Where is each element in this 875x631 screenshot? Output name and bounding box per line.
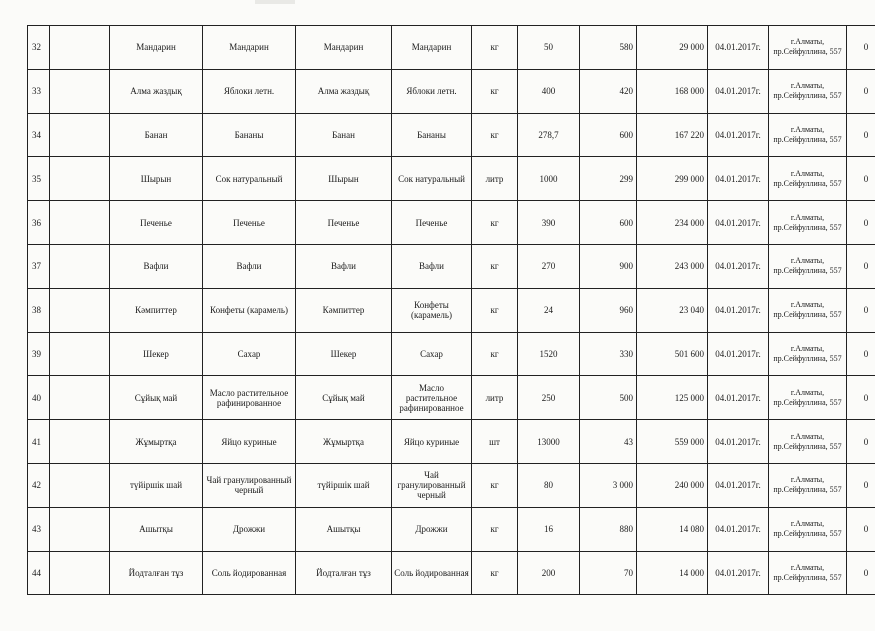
unit-cell: кг [472,288,518,332]
sum-cell: 559 000 [637,420,708,464]
address-cell [769,244,847,288]
sum-cell: 234 000 [637,201,708,245]
date-cell: 04.01.2017г. [708,288,769,332]
zero-cell: 0 [847,26,875,70]
zero-cell: 0 [847,113,875,157]
date-cell: 04.01.2017г. [708,376,769,420]
empty-cell [50,288,110,332]
address-city: г.Алматы, [790,168,825,178]
table-row [28,332,875,376]
name-kz-2-cell: Шырын [296,157,392,201]
address-street: пр.Сейфуллина, 557 [773,91,842,101]
name-ru-2-cell: Дрожжи [392,507,472,551]
name-kz-2-cell: Сұйық май [296,376,392,420]
price-cell: 43 [580,420,637,464]
unit-cell: кг [472,244,518,288]
row-number-cell: 32 [28,26,50,70]
table-body [28,26,875,595]
table-row [28,244,875,288]
name-kz-2-cell: Вафли [296,244,392,288]
name-kz-2-cell: Шекер [296,332,392,376]
address-street: пр.Сейфуллина, 557 [773,47,842,57]
address-city: г.Алматы, [790,124,825,134]
date-cell: 04.01.2017г. [708,244,769,288]
name-kz-cell: Кәмпиттер [110,288,203,332]
zero-cell: 0 [847,376,875,420]
price-cell: 960 [580,288,637,332]
name-ru-cell: Вафли [203,244,296,288]
row-number-cell: 34 [28,113,50,157]
quantity-cell: 278,7 [518,113,580,157]
name-kz-2-cell: Алма жаздық [296,69,392,113]
sum-cell: 299 000 [637,157,708,201]
address-cell [769,113,847,157]
name-ru-2-cell: Масло растительное рафинированное [392,376,472,420]
table-row [28,69,875,113]
name-ru-cell: Сок натуральный [203,157,296,201]
name-ru-cell: Соль йодированная [203,551,296,595]
empty-cell [50,332,110,376]
sum-cell: 14 080 [637,507,708,551]
quantity-cell: 80 [518,463,580,507]
sum-cell: 168 000 [637,69,708,113]
row-number-cell: 40 [28,376,50,420]
address-street: пр.Сейфуллина, 557 [773,222,842,232]
quantity-cell: 1000 [518,157,580,201]
name-ru-2-cell: Яйцо куриные [392,420,472,464]
date-cell: 04.01.2017г. [708,113,769,157]
name-kz-cell: Йодталған тұз [110,551,203,595]
name-ru-cell: Чай гранулированный черный [203,463,296,507]
table-row [28,288,875,332]
zero-cell: 0 [847,463,875,507]
name-ru-cell: Яйцо куриные [203,420,296,464]
zero-cell: 0 [847,69,875,113]
price-cell: 330 [580,332,637,376]
quantity-cell: 24 [518,288,580,332]
empty-cell [50,376,110,420]
unit-cell: кг [472,551,518,595]
table-row [28,420,875,464]
name-kz-2-cell: Кәмпиттер [296,288,392,332]
address-cell [769,420,847,464]
address-street: пр.Сейфуллина, 557 [773,397,842,407]
price-cell: 3 000 [580,463,637,507]
date-cell: 04.01.2017г. [708,26,769,70]
sum-cell: 243 000 [637,244,708,288]
scan-mark [255,0,295,4]
name-ru-cell: Мандарин [203,26,296,70]
address-city: г.Алматы, [790,212,825,222]
date-cell: 04.01.2017г. [708,463,769,507]
name-ru-2-cell: Печенье [392,201,472,245]
address-cell [769,332,847,376]
table-row [28,463,875,507]
empty-cell [50,551,110,595]
quantity-cell: 390 [518,201,580,245]
name-ru-2-cell: Вафли [392,244,472,288]
empty-cell [50,113,110,157]
name-kz-2-cell: түйіршік шай [296,463,392,507]
table-row [28,201,875,245]
name-ru-2-cell: Яблоки летн. [392,69,472,113]
row-number-cell: 35 [28,157,50,201]
name-ru-cell: Бананы [203,113,296,157]
row-number-cell: 43 [28,507,50,551]
name-ru-2-cell: Сок натуральный [392,157,472,201]
address-street: пр.Сейфуллина, 557 [773,134,842,144]
address-city: г.Алматы, [790,562,825,572]
name-kz-cell: түйіршік шай [110,463,203,507]
address-city: г.Алматы, [790,37,825,47]
empty-cell [50,69,110,113]
name-ru-cell: Сахар [203,332,296,376]
row-number-cell: 38 [28,288,50,332]
name-ru-cell: Печенье [203,201,296,245]
name-ru-2-cell: Сахар [392,332,472,376]
unit-cell: кг [472,332,518,376]
name-kz-2-cell: Мандарин [296,26,392,70]
zero-cell: 0 [847,288,875,332]
price-cell: 70 [580,551,637,595]
address-street: пр.Сейфуллина, 557 [773,178,842,188]
table-row [28,507,875,551]
name-kz-2-cell: Банан [296,113,392,157]
name-ru-2-cell: Бананы [392,113,472,157]
quantity-cell: 250 [518,376,580,420]
name-ru-2-cell: Чай гранулированный черный [392,463,472,507]
name-kz-2-cell: Жұмыртқа [296,420,392,464]
date-cell: 04.01.2017г. [708,551,769,595]
price-cell: 580 [580,26,637,70]
name-kz-cell: Шырын [110,157,203,201]
date-cell: 04.01.2017г. [708,69,769,113]
table-row [28,376,875,420]
zero-cell: 0 [847,201,875,245]
address-cell [769,376,847,420]
procurement-table [27,25,875,595]
table-row [28,26,875,70]
address-street: пр.Сейфуллина, 557 [773,310,842,320]
date-cell: 04.01.2017г. [708,507,769,551]
empty-cell [50,463,110,507]
unit-cell: литр [472,376,518,420]
zero-cell: 0 [847,551,875,595]
address-street: пр.Сейфуллина, 557 [773,441,842,451]
unit-cell: кг [472,201,518,245]
unit-cell: шт [472,420,518,464]
sum-cell: 501 600 [637,332,708,376]
name-kz-2-cell: Йодталған тұз [296,551,392,595]
price-cell: 420 [580,69,637,113]
unit-cell: кг [472,507,518,551]
name-ru-cell: Дрожжи [203,507,296,551]
row-number-cell: 37 [28,244,50,288]
name-kz-cell: Сұйық май [110,376,203,420]
name-kz-cell: Печенье [110,201,203,245]
empty-cell [50,26,110,70]
address-city: г.Алматы, [790,256,825,266]
name-kz-cell: Вафли [110,244,203,288]
address-city: г.Алматы, [790,475,825,485]
quantity-cell: 270 [518,244,580,288]
price-cell: 500 [580,376,637,420]
address-cell [769,157,847,201]
name-ru-cell: Яблоки летн. [203,69,296,113]
row-number-cell: 39 [28,332,50,376]
table-row [28,113,875,157]
name-kz-2-cell: Печенье [296,201,392,245]
quantity-cell: 400 [518,69,580,113]
name-kz-cell: Мандарин [110,26,203,70]
address-cell [769,201,847,245]
price-cell: 900 [580,244,637,288]
address-street: пр.Сейфуллина, 557 [773,266,842,276]
address-city: г.Алматы, [790,387,825,397]
table-row [28,551,875,595]
unit-cell: кг [472,69,518,113]
address-street: пр.Сейфуллина, 557 [773,353,842,363]
empty-cell [50,201,110,245]
row-number-cell: 41 [28,420,50,464]
row-number-cell: 44 [28,551,50,595]
name-kz-cell: Алма жаздық [110,69,203,113]
name-kz-cell: Банан [110,113,203,157]
sum-cell: 125 000 [637,376,708,420]
quantity-cell: 1520 [518,332,580,376]
name-ru-cell: Конфеты (карамель) [203,288,296,332]
address-cell [769,288,847,332]
sum-cell: 240 000 [637,463,708,507]
address-cell [769,551,847,595]
address-cell [769,69,847,113]
address-cell [769,26,847,70]
address-street: пр.Сейфуллина, 557 [773,572,842,582]
date-cell: 04.01.2017г. [708,157,769,201]
row-number-cell: 42 [28,463,50,507]
unit-cell: литр [472,157,518,201]
sum-cell: 167 220 [637,113,708,157]
address-city: г.Алматы, [790,300,825,310]
table-row [28,157,875,201]
quantity-cell: 13000 [518,420,580,464]
date-cell: 04.01.2017г. [708,201,769,245]
empty-cell [50,244,110,288]
price-cell: 600 [580,113,637,157]
zero-cell: 0 [847,332,875,376]
address-street: пр.Сейфуллина, 557 [773,529,842,539]
date-cell: 04.01.2017г. [708,420,769,464]
price-cell: 299 [580,157,637,201]
zero-cell: 0 [847,507,875,551]
name-kz-2-cell: Ашытқы [296,507,392,551]
empty-cell [50,420,110,464]
unit-cell: кг [472,113,518,157]
zero-cell: 0 [847,157,875,201]
name-ru-2-cell: Соль йодированная [392,551,472,595]
row-number-cell: 36 [28,201,50,245]
quantity-cell: 16 [518,507,580,551]
sum-cell: 29 000 [637,26,708,70]
quantity-cell: 50 [518,26,580,70]
date-cell: 04.01.2017г. [708,332,769,376]
name-ru-2-cell: Мандарин [392,26,472,70]
sum-cell: 14 000 [637,551,708,595]
address-street: пр.Сейфуллина, 557 [773,485,842,495]
address-city: г.Алматы, [790,519,825,529]
address-city: г.Алматы, [790,431,825,441]
row-number-cell: 33 [28,69,50,113]
address-cell [769,463,847,507]
empty-cell [50,507,110,551]
unit-cell: кг [472,463,518,507]
name-kz-cell: Шекер [110,332,203,376]
price-cell: 880 [580,507,637,551]
name-ru-cell: Масло растительное рафинированное [203,376,296,420]
address-city: г.Алматы, [790,81,825,91]
zero-cell: 0 [847,420,875,464]
name-ru-2-cell: Конфеты (карамель) [392,288,472,332]
unit-cell: кг [472,26,518,70]
empty-cell [50,157,110,201]
name-kz-cell: Жұмыртқа [110,420,203,464]
address-cell [769,507,847,551]
zero-cell: 0 [847,244,875,288]
price-cell: 600 [580,201,637,245]
sum-cell: 23 040 [637,288,708,332]
name-kz-cell: Ашытқы [110,507,203,551]
address-city: г.Алматы, [790,343,825,353]
quantity-cell: 200 [518,551,580,595]
